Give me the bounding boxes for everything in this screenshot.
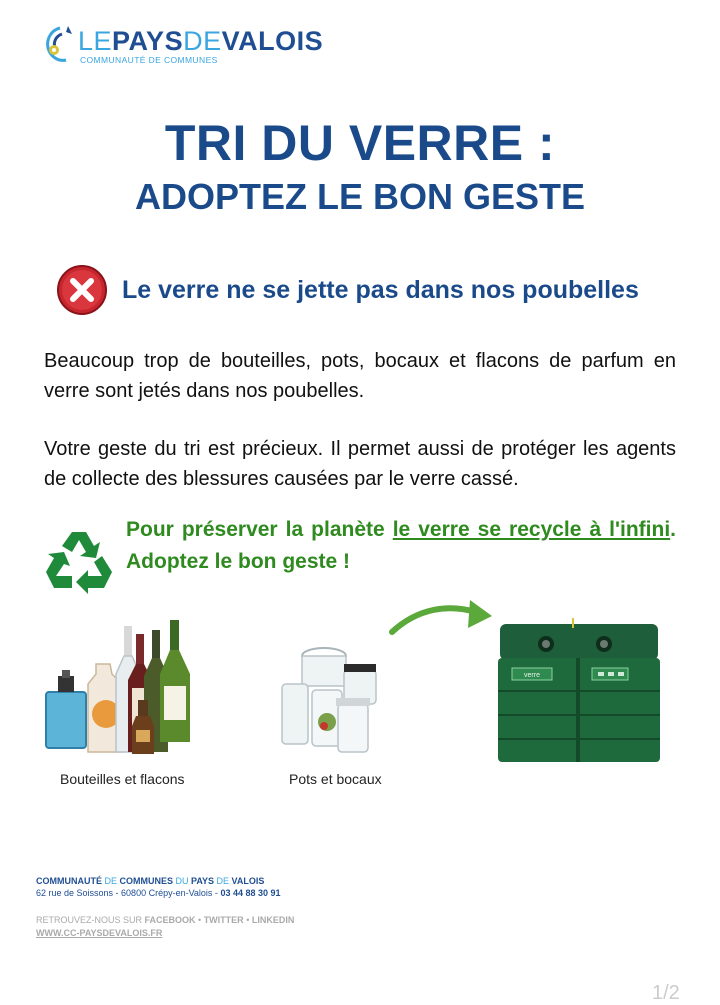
jars-image [272,640,392,760]
page-number: 1/2 [652,982,680,1004]
forbidden-x-icon [56,264,108,316]
website-link[interactable]: WWW.CC-PAYSDEVALOIS.FR [36,928,163,938]
linkedin-link[interactable]: LINKEDIN [251,915,295,925]
footer-social: RETROUVEZ-NOUS SUR FACEBOOK • TWITTER • LINKEDIN [36,915,295,925]
bottles-image [40,614,220,764]
recycle-message: Pour préserver la planète le verre se recycle à l'infini. Adoptez le bon geste ! [126,518,676,573]
page-subtitle: ADOPTEZ LE BON GESTE [134,176,586,217]
logo-wordmark: LEPAYSDEVALOIS [78,26,324,56]
paragraph-sorting-importance: Votre geste du tri est précieux. Il permet aussi de protéger les agents de collecte des blessures causées par le verre cassé. [44,438,676,490]
warning-heading: Le verre ne se jette pas dans nos poubelles [122,276,639,304]
logo-emblem-icon [42,24,82,64]
footer-phone: 03 44 88 30 91 [220,888,281,898]
logo-subtitle: COMMUNAUTÉ DE COMMUNES [80,55,218,65]
recycle-emphasis: le verre se recycle à l'infini [392,518,671,541]
page-title: TRI DU VERRE : [164,115,556,171]
facebook-link[interactable]: FACEBOOK [144,915,196,925]
recycle-icon [42,528,116,594]
caption-bottles: Bouteilles et flacons [60,771,185,787]
footer-address: 62 rue de Soissons - 60800 Crépy-en-Valois - 03 44 88 30 91 [36,888,281,898]
glass-container-image [496,618,662,764]
paragraph-glass-in-bins: Beaucoup trop de bouteilles, pots, bocaux et flacons de parfum en verre sont jetés dans nos poubelles. [44,350,676,402]
container-label: verre [524,672,540,679]
caption-jars: Pots et bocaux [289,771,382,787]
footer-organization: COMMUNAUTÉ DE COMMUNES DU PAYS DE VALOIS [36,876,265,886]
logo [42,22,324,68]
twitter-link[interactable]: TWITTER [203,915,244,925]
curved-arrow-icon [388,596,498,642]
